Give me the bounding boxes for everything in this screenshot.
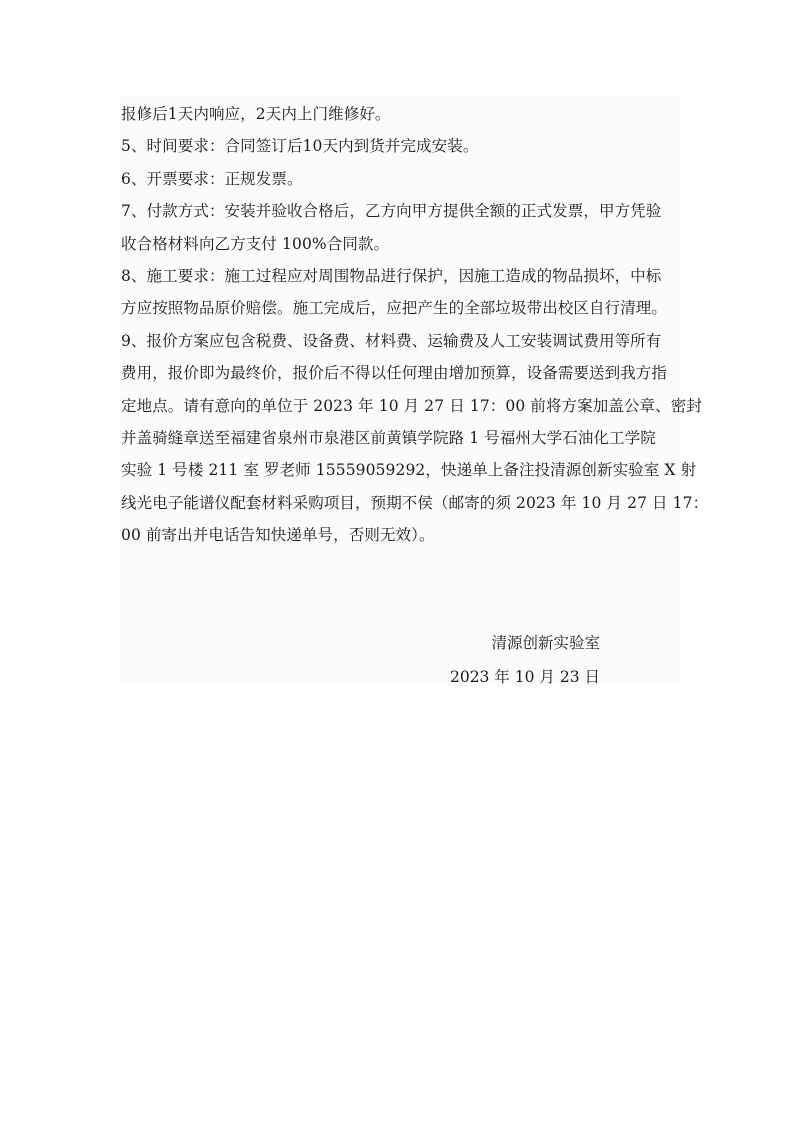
body-line: 8、施工要求：施工过程应对周围物品进行保护，因施工造成的物品损坏，中标 (121, 266, 662, 285)
document-body (121, 98, 709, 551)
body-line: 6、开票要求：正规发票。 (121, 169, 303, 188)
body-line: 方应按照物品原价赔偿。施工完成后，应把产生的全部垃圾带出校区自行清理。 (121, 299, 668, 318)
body-line: 5、时间要求：合同签订后10天内到货并完成安装。 (121, 137, 479, 156)
body-line: 线光电子能谱仪配套材料采购项目，预期不侯（邮寄的须 2023 年 10 月 27 日 17： (121, 493, 709, 512)
body-line: 收合格材料向乙方支付 100%合同款。 (121, 234, 390, 253)
body-line: 9、报价方案应包含税费、设备费、材料费、运输费及人工安装调试费用等所有 (121, 331, 662, 350)
body-line: 定地点。请有意向的单位于 2023 年 10 月 27 日 17：00 前将方案加盖公章、密封 (121, 396, 702, 415)
body-line: 报修后1天内响应，2天内上门维修好。 (121, 105, 391, 123)
signature-block (440, 626, 600, 694)
body-line: 00 前寄出并电话告知快递单号，否则无效）。 (121, 526, 435, 545)
body-line: 费用，报价即为最终价，报价后不得以任何理由增加预算，设备需要送到我方指 (121, 364, 668, 383)
signature-date: 2023 年 10 月 23 日 (449, 668, 600, 686)
signature-org: 清源创新实验室 (491, 634, 600, 652)
body-line: 7、付款方式：安装并验收合格后，乙方向甲方提供全额的正式发票，甲方凭验 (121, 202, 662, 221)
body-line: 实验 1 号楼 211 室 罗老师 15559059292，快递单上备注投清源创新实验室 X 射 (121, 461, 697, 480)
body-line: 并盖骑缝章送至福建省泉州市泉港区前黄镇学院路 1 号福州大学石油化工学院 (121, 428, 656, 447)
